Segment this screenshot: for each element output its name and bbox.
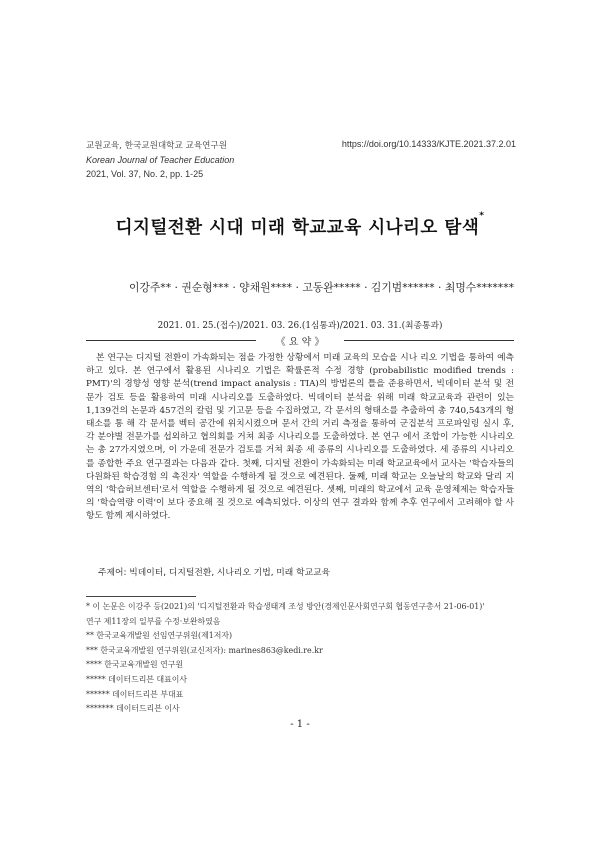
abstract-line: 해 각 문서를 벡터 공간에 위치시켰으며 문서 간의 거리 측정을 통하여 군집분석 프로파일링 <box>126 419 483 430</box>
review-dates: 2021. 01. 25.(접수)/2021. 03. 26.(1심통과)/2021. 03. 31.(최종통과) <box>157 321 443 331</box>
keywords: 주제어: 빅데이터, 디지털전환, 시나리오 기법, 미래 학교교육 <box>98 568 331 578</box>
footnote-item: ** 한국교육개발원 선임연구위원(제1저자) <box>86 631 233 641</box>
title-footnote-mark: * <box>479 211 485 221</box>
abstract-line: 의 촉진자' 역할을 수행하게 될 것으로 예견된다. 둘째, 미래 학교는 오늘날의 학교와 달리 <box>160 471 506 482</box>
abstract-heading <box>86 333 514 347</box>
footnote-item: *** 한국교육개발원 연구위원(교신저자): marines863@kedi.re.kr <box>86 645 323 655</box>
footnote-item: 연구 제11장의 일부를 수정·보완하였음 <box>86 616 221 626</box>
footnote-separator <box>86 596 196 597</box>
abstract-line: 방법론의 틀을 준용하면서, 빅데이터 분석 및 전문가 검토 등을 활용하여 미래 시나리오를 <box>86 379 514 403</box>
footnote-item: ****** 데이터드리븐 부대표 <box>86 689 184 699</box>
paper-title <box>0 211 600 239</box>
abstract-heading-label: 《 요 약 》 <box>275 337 325 348</box>
journal-name-english: Korean Journal of Teacher Education <box>86 155 235 165</box>
volume-info: 2021, Vol. 37, No. 2, pp. 1-25 <box>86 169 204 179</box>
abstract-line: (probabilistic modified trends : PMT)'의 경향성 영향 분석(trend impact analysis : TIA)의 <box>86 366 515 390</box>
abstract-line: 에서 조합이 가능한 시나리오는 총 27가지였으며, 이 가운데 전문가 검토를 거쳐 최종 세 <box>86 432 514 456</box>
footnotes <box>86 600 526 717</box>
paper-title-text: 디지털전환 시대 미래 학교교육 시나리오 탐색 <box>115 218 480 238</box>
page-number: - 1 - <box>290 719 310 730</box>
author-list: 이강주** · 권순형*** · 양채원**** · 고동완***** · 김기범****** · 최명수******* <box>129 281 514 294</box>
doi-link[interactable]: https://doi.org/10.14333/KJTE.2021.37.2.01 <box>341 139 516 149</box>
footnote-item: * 이 논문은 이강주 등(2021)의 '디지털전환과 학습생태계 조성 방안(경제인문사회연구회 협동연구총서 21-06-01)' <box>86 602 485 611</box>
footnote-item: **** 한국교육개발원 연구원 <box>86 660 184 670</box>
abstract-line: 운영체제는 학습자들의 '학습역량 이력'이 보다 중요해 질 것으로 예측되었다. 이상의 연구 <box>86 485 514 509</box>
abstract-body <box>86 352 514 524</box>
abstract-text <box>86 353 514 521</box>
abstract-line: 리오 기법을 통하여 예측하고 있다. 본 연구에서 활용된 시나리오 기법은 확률론적 수정 경향 <box>86 353 514 377</box>
abstract-line: 본 연구는 디지털 전환이 가속화되는 점을 가정한 상황에서 미래 교육의 모습을 시나 <box>96 353 421 363</box>
abstract-line: 첫째, 디지털 전환이 가속화되는 미래 학교교육에서 교사는 '학습자들의 다원화된 학습경험 <box>86 458 514 482</box>
heading-rule-right <box>344 340 514 341</box>
abstract-line: 도출하였다. 빅데이터 분석을 위해 미래 학교교육과 관련이 있는 1,139건의 논문과 457건의 <box>86 392 514 416</box>
abstract-line: 종류의 시나리오를 도출하였다. 세 종류의 시나리오를 종합한 주요 연구결과는 다음과 같다. <box>86 445 514 469</box>
abstract-paragraph <box>86 352 514 524</box>
abstract-line: 결과와 함께 추후 연구에서 고려해야 할 사항도 함께 제시하였다. <box>86 498 514 522</box>
abstract-line: 칼럼 및 기고문 등을 수집하였고, 각 문서의 형태소를 추출하여 총 740,543개의 형태소를 통 <box>86 405 515 430</box>
abstract-line: 지역의 '학습허브센터'로서 역할을 수행하게 될 것으로 예견된다. 셋째, 미래의 학교에서 교육 <box>86 471 515 496</box>
footnote-item: ******* 데이터드리븐 이사 <box>86 704 180 714</box>
journal-name-korean: 교원교육, 한국교원대학교 교육연구원 <box>86 141 228 151</box>
footnote-item: ***** 데이터드리븐 대표이사 <box>86 674 187 684</box>
abstract-line: 실시 후, 각 분야별 전문가를 섭외하고 협의회를 거쳐 최종 시나리오를 도출하였다. 본 연구 <box>86 419 515 443</box>
journal-header <box>86 139 234 181</box>
